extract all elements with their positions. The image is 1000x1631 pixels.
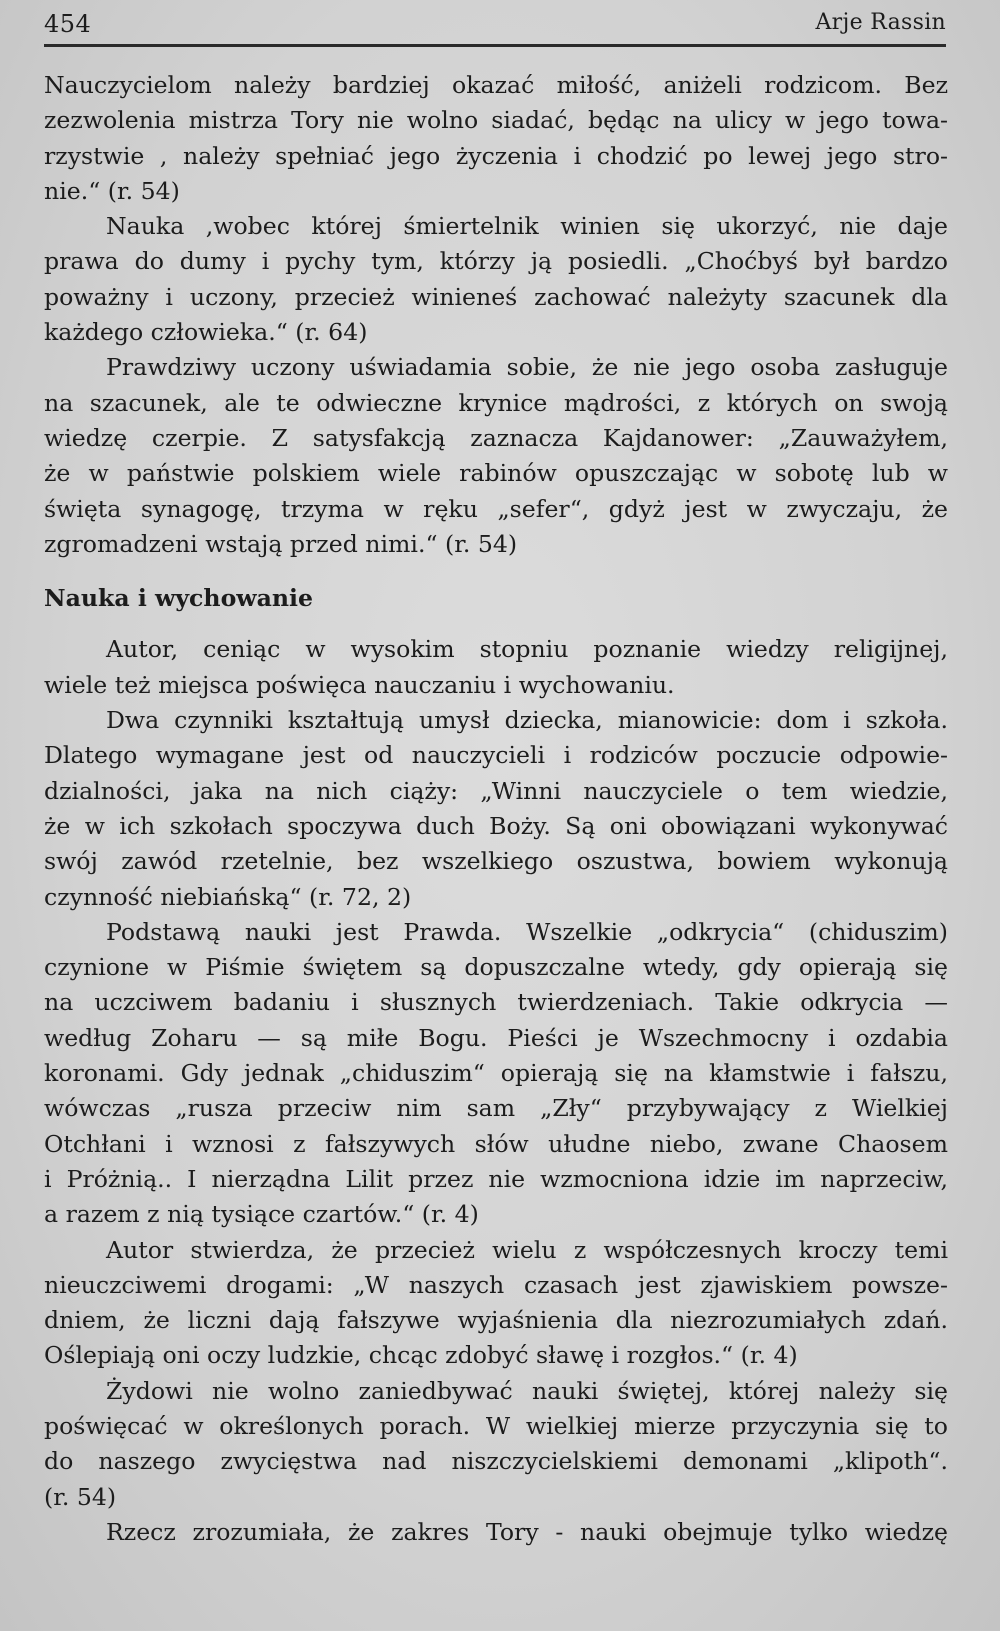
page-header — [44, 10, 946, 44]
text-line: poważny i uczony, przecież winieneś zachować należyty szacunek dla — [44, 282, 948, 311]
text-line: Nauka ,wobec której śmiertelnik winien się ukorzyć, nie daje — [106, 212, 948, 241]
text-line: wówczas „rusza przeciw nim sam „Zły“ przybywający z Wielkiej — [44, 1094, 948, 1123]
text-line: Prawdziwy uczony uświadamia sobie, że nie jego osoba zasługuje — [106, 353, 948, 382]
page-body — [44, 68, 948, 1550]
paragraph — [44, 209, 948, 350]
text-line: Autor, ceniąc w wysokim stopniu poznanie wiedzy religijnej, — [106, 635, 948, 664]
text-line: każdego człowieka.“ (r. 64) — [44, 318, 368, 347]
text-line: Rzecz zrozumiała, że zakres Tory - nauki obejmuje tylko wiedzę — [106, 1517, 948, 1546]
text-line: nie.“ (r. 54) — [44, 176, 180, 205]
text-line: Dwa czynniki kształtują umysł dziecka, mianowicie: dom i szkoła. — [106, 706, 948, 735]
text-line: (r. 54) — [44, 1482, 117, 1511]
section-heading: Nauka i wychowanie — [44, 584, 314, 613]
text-line: do naszego zwycięstwa nad niszczycielskiemi demonami „klipoth“. — [44, 1447, 948, 1476]
text-line: a razem z nią tysiące czartów.“ (r. 4) — [44, 1200, 479, 1229]
text-line: zgromadzeni wstają przed nimi.“ (r. 54) — [44, 529, 518, 558]
text-line: czynność niebiańską“ (r. 72, 2) — [44, 882, 412, 911]
text-line: święta synagogę, trzyma w ręku „sefer“, gdyż jest w zwyczaju, że — [44, 494, 948, 523]
text-line: nieuczciwemi drogami: „W naszych czasach jest zjawiskiem powsze- — [44, 1270, 948, 1299]
header-rule — [44, 44, 946, 47]
text-line: wiele też miejsca poświęca nauczaniu i wychowaniu. — [44, 670, 675, 699]
text-line: że w ich szkołach spoczywa duch Boży. Są oni obowiązani wykonywać — [44, 811, 948, 840]
text-line: że w państwie polskiem wiele rabinów opuszczając w sobotę lub w — [44, 459, 948, 488]
text-line: Autor stwierdza, że przecież wielu z współczesnych kroczy temi — [106, 1235, 948, 1264]
text-line: według Zoharu — są miłe Bogu. Pieści je Wszechmocny i ozdabia — [44, 1023, 948, 1052]
text-line: prawa do dumy i pychy tym, którzy ją posiedli. „Choćbyś był bardzo — [44, 247, 948, 276]
text-line: Nauczycielom należy bardziej okazać miłość, aniżeli rodzicom. Bez — [44, 71, 948, 99]
text-line: i Próżnią.. I nierządna Lilit przez nie wzmocniona idzie im naprzeciw, — [44, 1164, 948, 1193]
paragraph — [44, 1233, 948, 1374]
paragraph — [44, 632, 948, 703]
text-line: Oślepiają oni oczy ludzkie, chcąc zdobyć sławę i rozgłos.“ (r. 4) — [44, 1341, 798, 1370]
text-line: dniem, że liczni dają fałszywe wyjaśnienia dla niezrozumiałych zdań. — [44, 1306, 948, 1335]
paragraph — [44, 68, 948, 209]
text-line: rzystwie , należy spełniać jego życzenia i chodzić po lewej jego stro- — [44, 141, 948, 170]
page-number: 454 — [44, 10, 92, 38]
paragraph — [44, 915, 948, 1233]
text-line: Żydowi nie wolno zaniedbywać nauki świętej, której należy się — [106, 1376, 948, 1405]
text-line: Otchłani i wznosi z fałszywych słów ułudne niebo, zwane Chaosem — [44, 1129, 948, 1158]
paragraph — [44, 703, 948, 915]
text-line: na szacunek, ale te odwieczne krynice mądrości, z których on swoją — [44, 388, 948, 417]
paragraph — [44, 350, 948, 562]
text-line: Dlatego wymagane jest od nauczycieli i rodziców poczucie odpowie- — [44, 741, 948, 770]
paragraph — [44, 1374, 948, 1515]
text-line: na uczciwem badaniu i słusznych twierdzeniach. Takie odkrycia — — [44, 988, 948, 1017]
text-line: koronami. Gdy jednak „chiduszim“ opierają się na kłamstwie i fałszu, — [44, 1059, 948, 1088]
text-line: wiedzę czerpie. Z satysfakcją zaznacza Kajdanower: „Zauważyłem, — [44, 423, 948, 452]
text-line: Podstawą nauki jest Prawda. Wszelkie „odkrycia“ (chiduszim) — [106, 917, 948, 946]
paragraph — [44, 1515, 948, 1550]
text-line: czynione w Piśmie świętem są dopuszczalne wtedy, gdy opierają się — [44, 953, 948, 982]
running-head: Arje Rassin — [815, 10, 946, 35]
text-line: swój zawód rzetelnie, bez wszelkiego oszustwa, bowiem wykonują — [44, 847, 948, 876]
text-line: zezwolenia mistrza Tory nie wolno siadać, będąc na ulicy w jego towa- — [44, 106, 948, 135]
text-line: dzialności, jaka na nich ciąży: „Winni nauczyciele o tem wiedzie, — [44, 776, 948, 805]
text-line: poświęcać w określonych porach. W wielkiej mierze przyczynia się to — [44, 1411, 948, 1440]
